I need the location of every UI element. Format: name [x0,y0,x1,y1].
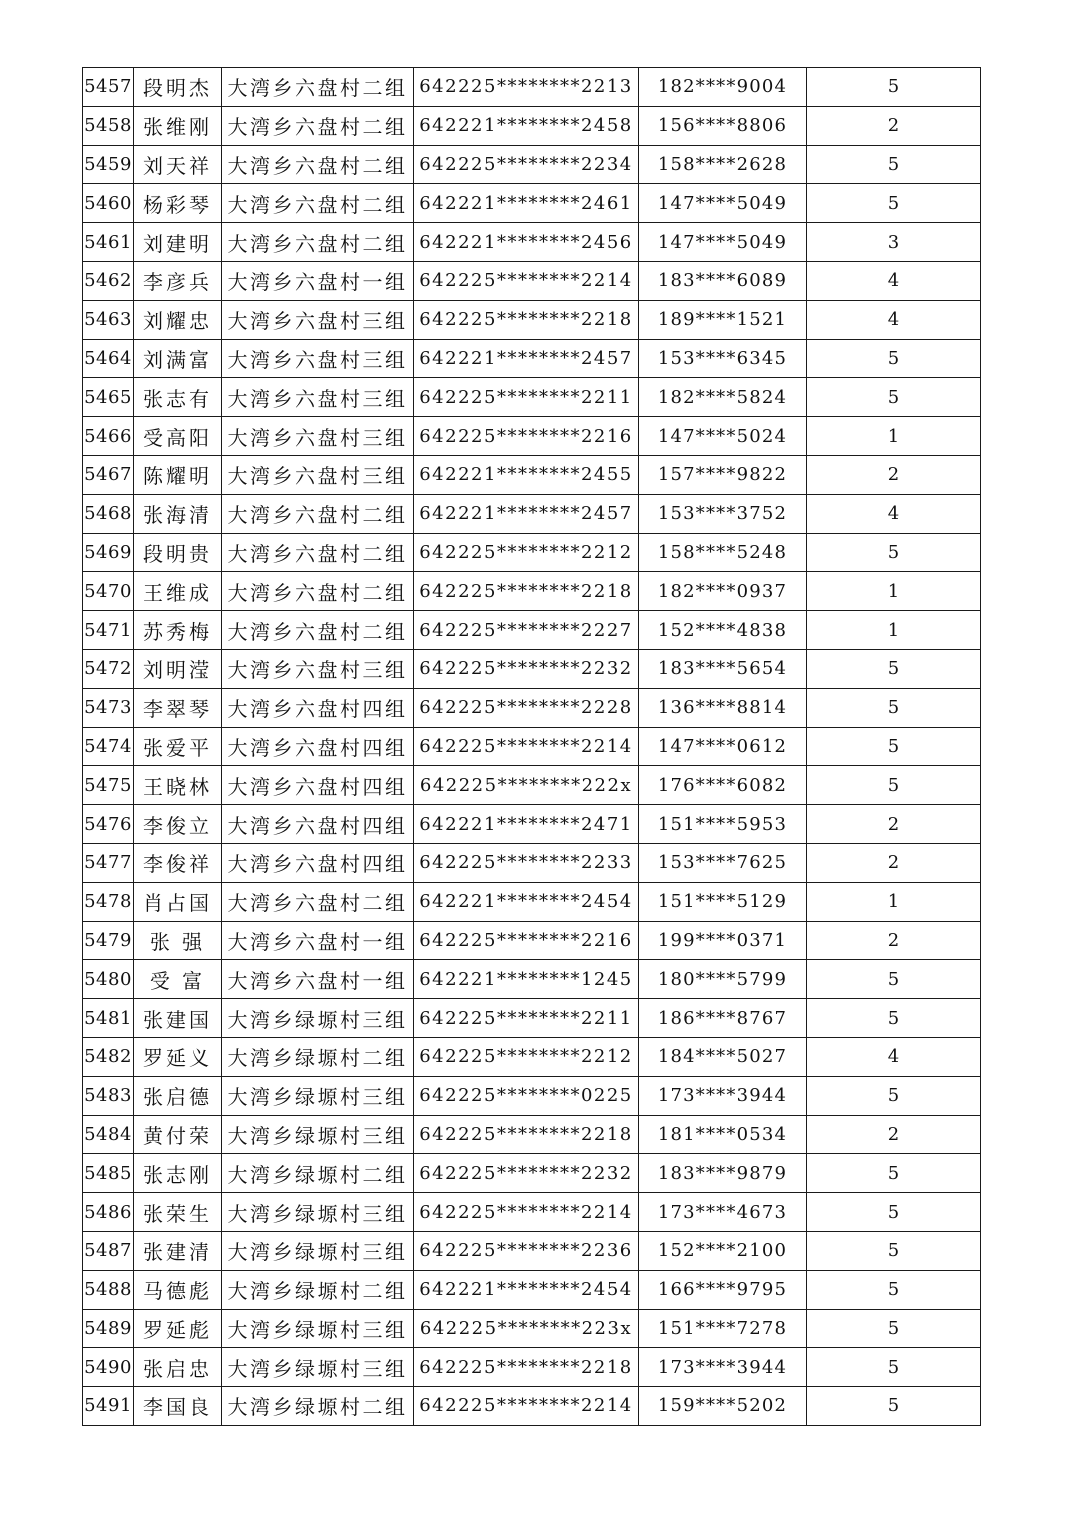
address-cell: 大湾乡六盘村四组 [222,688,414,727]
phone-number: 136****8814 [639,688,807,727]
person-name: 张启忠 [134,1348,222,1387]
table-row [83,417,981,456]
id-number: 642225********2233 [414,843,639,882]
household-count: 5 [807,184,981,223]
person-name: 受高阳 [134,417,222,456]
person-name: 张荣生 [134,1193,222,1232]
phone-number: 180****5799 [639,960,807,999]
household-count: 5 [807,999,981,1038]
person-name: 段明杰 [134,68,222,107]
household-count: 1 [807,611,981,650]
row-number: 5475 [83,766,134,805]
table-row [83,766,981,805]
phone-number: 147****5049 [639,223,807,262]
id-number: 642225********2211 [414,378,639,417]
person-name: 受 富 [134,960,222,999]
address-cell: 大湾乡六盘村二组 [222,572,414,611]
person-name: 苏秀梅 [134,611,222,650]
address-cell: 大湾乡绿塬村三组 [222,1115,414,1154]
person-name: 王晓林 [134,766,222,805]
table-row [83,1231,981,1270]
household-count: 5 [807,1193,981,1232]
household-count: 5 [807,1348,981,1387]
person-name: 刘天祥 [134,145,222,184]
address-cell: 大湾乡绿塬村三组 [222,1309,414,1348]
phone-number: 152****4838 [639,611,807,650]
row-number: 5467 [83,455,134,494]
person-name: 刘耀忠 [134,300,222,339]
row-number: 5470 [83,572,134,611]
id-number: 642225********2214 [414,261,639,300]
phone-number: 158****5248 [639,533,807,572]
row-number: 5457 [83,68,134,107]
row-number: 5465 [83,378,134,417]
phone-number: 157****9822 [639,455,807,494]
address-cell: 大湾乡六盘村一组 [222,921,414,960]
household-count: 3 [807,223,981,262]
table-row [83,68,981,107]
phone-number: 199****0371 [639,921,807,960]
phone-number: 166****9795 [639,1270,807,1309]
id-number: 642225********2227 [414,611,639,650]
address-cell: 大湾乡六盘村三组 [222,378,414,417]
table-row [83,611,981,650]
row-number: 5479 [83,921,134,960]
row-number: 5488 [83,1270,134,1309]
row-number: 5466 [83,417,134,456]
address-cell: 大湾乡六盘村二组 [222,882,414,921]
id-number: 642225********2234 [414,145,639,184]
id-number: 642221********2454 [414,882,639,921]
table-row [83,1076,981,1115]
person-name: 李彦兵 [134,261,222,300]
table-row [83,688,981,727]
id-number: 642225********2211 [414,999,639,1038]
id-number: 642225********2214 [414,1387,639,1426]
person-name: 张 强 [134,921,222,960]
household-count: 5 [807,1231,981,1270]
person-name: 李翠琴 [134,688,222,727]
table-row [83,1387,981,1426]
row-number: 5462 [83,261,134,300]
table-row [83,999,981,1038]
household-count: 5 [807,145,981,184]
phone-number: 182****5824 [639,378,807,417]
id-number: 642221********2456 [414,223,639,262]
address-cell: 大湾乡六盘村一组 [222,960,414,999]
household-count: 5 [807,766,981,805]
table-row [83,960,981,999]
person-name: 刘明滢 [134,649,222,688]
household-count: 2 [807,1115,981,1154]
row-number: 5482 [83,1037,134,1076]
id-number: 642225********2213 [414,68,639,107]
address-cell: 大湾乡绿塬村二组 [222,1037,414,1076]
row-number: 5468 [83,494,134,533]
phone-number: 151****7278 [639,1309,807,1348]
person-name: 张志刚 [134,1154,222,1193]
row-number: 5459 [83,145,134,184]
id-number: 642221********2457 [414,494,639,533]
table-row [83,1270,981,1309]
phone-number: 173****3944 [639,1348,807,1387]
address-cell: 大湾乡六盘村四组 [222,766,414,805]
table-row [83,1115,981,1154]
household-count: 4 [807,1037,981,1076]
household-count: 4 [807,261,981,300]
address-cell: 大湾乡六盘村二组 [222,611,414,650]
table-row [83,106,981,145]
table-row [83,300,981,339]
phone-number: 182****9004 [639,68,807,107]
address-cell: 大湾乡六盘村三组 [222,339,414,378]
table-row [83,184,981,223]
phone-number: 147****0612 [639,727,807,766]
household-count: 5 [807,1309,981,1348]
household-count: 5 [807,960,981,999]
address-cell: 大湾乡绿塬村三组 [222,1076,414,1115]
phone-number: 176****6082 [639,766,807,805]
id-number: 642221********2454 [414,1270,639,1309]
row-number: 5483 [83,1076,134,1115]
household-count: 4 [807,494,981,533]
household-count: 2 [807,843,981,882]
household-count: 5 [807,688,981,727]
phone-number: 181****0534 [639,1115,807,1154]
id-number: 642225********2218 [414,1115,639,1154]
id-number: 642225********2236 [414,1231,639,1270]
id-number: 642221********2455 [414,455,639,494]
person-name: 罗延彪 [134,1309,222,1348]
address-cell: 大湾乡六盘村三组 [222,300,414,339]
address-cell: 大湾乡六盘村四组 [222,805,414,844]
table-row [83,1348,981,1387]
household-count: 1 [807,572,981,611]
person-name: 张维刚 [134,106,222,145]
row-number: 5461 [83,223,134,262]
household-count: 4 [807,300,981,339]
row-number: 5460 [83,184,134,223]
address-cell: 大湾乡绿塬村二组 [222,1387,414,1426]
address-cell: 大湾乡六盘村三组 [222,649,414,688]
table-row [83,1037,981,1076]
id-number: 642225********2228 [414,688,639,727]
address-cell: 大湾乡六盘村二组 [222,68,414,107]
address-cell: 大湾乡六盘村二组 [222,494,414,533]
address-cell: 大湾乡绿塬村三组 [222,1193,414,1232]
id-number: 642225********2218 [414,572,639,611]
row-number: 5464 [83,339,134,378]
row-number: 5474 [83,727,134,766]
person-name: 肖占国 [134,882,222,921]
id-number: 642221********2471 [414,805,639,844]
phone-number: 151****5129 [639,882,807,921]
phone-number: 147****5049 [639,184,807,223]
id-number: 642221********2457 [414,339,639,378]
phone-number: 186****8767 [639,999,807,1038]
phone-number: 156****8806 [639,106,807,145]
phone-number: 152****2100 [639,1231,807,1270]
household-count: 2 [807,921,981,960]
person-name: 马德彪 [134,1270,222,1309]
person-name: 李俊立 [134,805,222,844]
id-number: 642225********0225 [414,1076,639,1115]
person-name: 张启德 [134,1076,222,1115]
table-row [83,223,981,262]
address-cell: 大湾乡六盘村二组 [222,184,414,223]
person-name: 张志有 [134,378,222,417]
address-cell: 大湾乡六盘村二组 [222,533,414,572]
row-number: 5473 [83,688,134,727]
person-name: 陈耀明 [134,455,222,494]
row-number: 5490 [83,1348,134,1387]
household-count: 2 [807,805,981,844]
household-count: 2 [807,455,981,494]
id-number: 642225********2212 [414,533,639,572]
table-row [83,339,981,378]
row-number: 5480 [83,960,134,999]
person-name: 张建清 [134,1231,222,1270]
household-count: 5 [807,1387,981,1426]
table-row [83,805,981,844]
id-number: 642225********2214 [414,1193,639,1232]
table-row [83,572,981,611]
table-row [83,261,981,300]
table-row [83,455,981,494]
records-table [82,67,981,1426]
id-number: 642225********2232 [414,649,639,688]
address-cell: 大湾乡六盘村二组 [222,223,414,262]
household-count: 2 [807,106,981,145]
id-number: 642225********2216 [414,417,639,456]
address-cell: 大湾乡六盘村三组 [222,417,414,456]
row-number: 5469 [83,533,134,572]
address-cell: 大湾乡绿塬村二组 [222,1270,414,1309]
table-row [83,727,981,766]
table-row [83,921,981,960]
phone-number: 183****5654 [639,649,807,688]
id-number: 642221********1245 [414,960,639,999]
table-row [83,145,981,184]
phone-number: 182****0937 [639,572,807,611]
id-number: 642221********2458 [414,106,639,145]
phone-number: 183****6089 [639,261,807,300]
row-number: 5491 [83,1387,134,1426]
row-number: 5463 [83,300,134,339]
phone-number: 153****6345 [639,339,807,378]
id-number: 642225********2214 [414,727,639,766]
address-cell: 大湾乡绿塬村三组 [222,999,414,1038]
id-number: 642225********223x [414,1309,639,1348]
household-count: 5 [807,1076,981,1115]
phone-number: 189****1521 [639,300,807,339]
table-row [83,1154,981,1193]
row-number: 5486 [83,1193,134,1232]
row-number: 5481 [83,999,134,1038]
phone-number: 147****5024 [639,417,807,456]
household-count: 5 [807,68,981,107]
person-name: 杨彩琴 [134,184,222,223]
address-cell: 大湾乡六盘村四组 [222,727,414,766]
phone-number: 184****5027 [639,1037,807,1076]
id-number: 642225********2218 [414,300,639,339]
phone-number: 183****9879 [639,1154,807,1193]
person-name: 段明贵 [134,533,222,572]
person-name: 罗延义 [134,1037,222,1076]
address-cell: 大湾乡六盘村二组 [222,106,414,145]
household-count: 5 [807,378,981,417]
table-row [83,494,981,533]
id-number: 642221********2461 [414,184,639,223]
phone-number: 159****5202 [639,1387,807,1426]
person-name: 刘建明 [134,223,222,262]
row-number: 5476 [83,805,134,844]
id-number: 642225********222x [414,766,639,805]
person-name: 刘满富 [134,339,222,378]
id-number: 642225********2232 [414,1154,639,1193]
person-name: 张海清 [134,494,222,533]
row-number: 5478 [83,882,134,921]
row-number: 5484 [83,1115,134,1154]
row-number: 5458 [83,106,134,145]
household-count: 5 [807,727,981,766]
phone-number: 153****3752 [639,494,807,533]
address-cell: 大湾乡绿塬村二组 [222,1154,414,1193]
address-cell: 大湾乡六盘村二组 [222,145,414,184]
address-cell: 大湾乡六盘村一组 [222,261,414,300]
table-row [83,1309,981,1348]
id-number: 642225********2218 [414,1348,639,1387]
id-number: 642225********2216 [414,921,639,960]
table-row [83,882,981,921]
household-count: 5 [807,339,981,378]
row-number: 5477 [83,843,134,882]
row-number: 5472 [83,649,134,688]
household-count: 5 [807,1154,981,1193]
household-count: 1 [807,882,981,921]
household-count: 5 [807,1270,981,1309]
table-row [83,649,981,688]
table-row [83,378,981,417]
phone-number: 153****7625 [639,843,807,882]
row-number: 5487 [83,1231,134,1270]
table-row [83,1193,981,1232]
person-name: 李国良 [134,1387,222,1426]
row-number: 5471 [83,611,134,650]
person-name: 黄付荣 [134,1115,222,1154]
person-name: 张爱平 [134,727,222,766]
address-cell: 大湾乡绿塬村三组 [222,1348,414,1387]
phone-number: 151****5953 [639,805,807,844]
table-row [83,843,981,882]
person-name: 李俊祥 [134,843,222,882]
row-number: 5489 [83,1309,134,1348]
phone-number: 173****4673 [639,1193,807,1232]
records-body [83,68,981,1426]
phone-number: 158****2628 [639,145,807,184]
id-number: 642225********2212 [414,1037,639,1076]
household-count: 5 [807,533,981,572]
person-name: 王维成 [134,572,222,611]
person-name: 张建国 [134,999,222,1038]
table-row [83,533,981,572]
row-number: 5485 [83,1154,134,1193]
address-cell: 大湾乡六盘村四组 [222,843,414,882]
phone-number: 173****3944 [639,1076,807,1115]
address-cell: 大湾乡绿塬村三组 [222,1231,414,1270]
address-cell: 大湾乡六盘村三组 [222,455,414,494]
household-count: 5 [807,649,981,688]
household-count: 1 [807,417,981,456]
